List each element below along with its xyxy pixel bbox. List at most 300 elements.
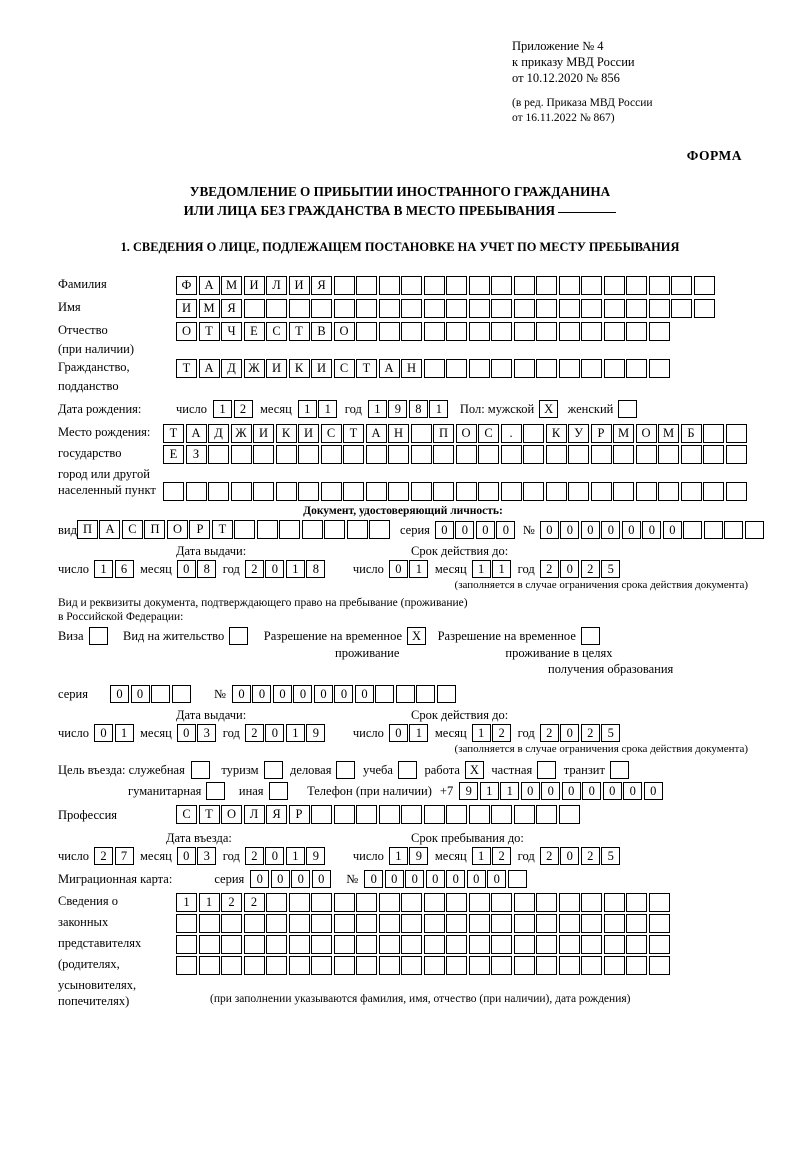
cell[interactable] xyxy=(379,956,400,975)
cell[interactable] xyxy=(704,521,723,539)
cell[interactable] xyxy=(424,914,445,933)
phone-input[interactable] xyxy=(459,782,664,800)
cell[interactable]: И xyxy=(266,359,287,378)
cell[interactable] xyxy=(356,299,377,318)
cell[interactable] xyxy=(491,359,512,378)
cell[interactable] xyxy=(581,276,602,295)
cell[interactable] xyxy=(726,424,747,443)
cell[interactable] xyxy=(626,893,647,912)
cell[interactable] xyxy=(694,299,715,318)
cell[interactable]: 5 xyxy=(601,847,620,865)
identity-doc-series-input[interactable] xyxy=(435,521,517,539)
cell[interactable]: 0 xyxy=(177,847,196,865)
cell[interactable]: О xyxy=(176,322,197,341)
cell[interactable] xyxy=(244,914,265,933)
cell[interactable] xyxy=(176,956,197,975)
cell[interactable]: 1 xyxy=(176,893,197,912)
cell[interactable] xyxy=(311,935,332,954)
cell[interactable] xyxy=(289,893,310,912)
cell[interactable]: 8 xyxy=(197,560,216,578)
cell[interactable] xyxy=(446,276,467,295)
cell[interactable]: X xyxy=(465,761,484,779)
cell[interactable]: О xyxy=(167,520,188,539)
cell[interactable] xyxy=(356,805,377,824)
cell[interactable] xyxy=(369,520,390,539)
cell[interactable] xyxy=(478,482,499,501)
cell[interactable] xyxy=(491,935,512,954)
stay-until-year-input[interactable] xyxy=(540,847,622,865)
cell[interactable]: К xyxy=(546,424,567,443)
cell[interactable]: 2 xyxy=(245,560,264,578)
cell[interactable]: 0 xyxy=(364,870,383,888)
cell[interactable] xyxy=(199,914,220,933)
cell[interactable]: Л xyxy=(244,805,265,824)
cell[interactable] xyxy=(591,482,612,501)
cell[interactable]: 0 xyxy=(232,685,251,703)
cell[interactable]: 2 xyxy=(540,724,559,742)
cell[interactable]: И xyxy=(289,276,310,295)
cell[interactable] xyxy=(469,359,490,378)
cell[interactable]: 0 xyxy=(252,685,271,703)
cell[interactable]: А xyxy=(199,359,220,378)
cell[interactable] xyxy=(446,805,467,824)
cell[interactable] xyxy=(321,482,342,501)
cell[interactable] xyxy=(613,482,634,501)
cell[interactable] xyxy=(257,520,278,539)
cell[interactable] xyxy=(568,482,589,501)
stay-issue-year-input[interactable] xyxy=(245,724,327,742)
cell[interactable] xyxy=(649,914,670,933)
cell[interactable] xyxy=(636,445,657,464)
cell[interactable]: 0 xyxy=(496,521,515,539)
birth-place-row-1[interactable] xyxy=(163,424,748,443)
cell[interactable] xyxy=(398,761,417,779)
cell[interactable] xyxy=(311,805,332,824)
cell[interactable]: М xyxy=(613,424,634,443)
cell[interactable] xyxy=(388,482,409,501)
sex-male-checkbox[interactable] xyxy=(539,400,560,418)
cell[interactable] xyxy=(536,359,557,378)
cell[interactable]: 2 xyxy=(94,847,113,865)
cell[interactable]: 1 xyxy=(199,893,220,912)
cell[interactable]: 2 xyxy=(540,560,559,578)
cell[interactable] xyxy=(396,685,415,703)
cell[interactable]: А xyxy=(99,520,120,539)
cell[interactable] xyxy=(446,322,467,341)
cell[interactable] xyxy=(559,805,580,824)
cell[interactable] xyxy=(559,914,580,933)
birth-year-input[interactable] xyxy=(368,400,450,418)
cell[interactable] xyxy=(411,482,432,501)
cell[interactable]: 2 xyxy=(221,893,242,912)
cell[interactable] xyxy=(424,805,445,824)
cell[interactable] xyxy=(604,914,625,933)
cell[interactable]: X xyxy=(539,400,558,418)
cell[interactable]: О xyxy=(221,805,242,824)
cell[interactable]: 1 xyxy=(389,847,408,865)
cell[interactable] xyxy=(176,935,197,954)
cell[interactable]: 3 xyxy=(197,724,216,742)
cell[interactable] xyxy=(231,445,252,464)
cell[interactable]: М xyxy=(658,424,679,443)
cell[interactable]: 2 xyxy=(244,893,265,912)
cell[interactable]: 0 xyxy=(540,521,559,539)
cell[interactable]: 0 xyxy=(644,782,663,800)
cell[interactable]: Я xyxy=(221,299,242,318)
cell[interactable]: 2 xyxy=(234,400,253,418)
cell[interactable] xyxy=(401,956,422,975)
cell[interactable]: О xyxy=(334,322,355,341)
identity-doc-number-input[interactable] xyxy=(540,521,766,539)
cell[interactable]: 0 xyxy=(560,847,579,865)
cell[interactable]: 0 xyxy=(389,560,408,578)
cell[interactable] xyxy=(334,299,355,318)
cell[interactable] xyxy=(379,914,400,933)
identity-validity-month-input[interactable] xyxy=(472,560,513,578)
cell[interactable] xyxy=(604,935,625,954)
cell[interactable]: 0 xyxy=(131,685,150,703)
cell[interactable] xyxy=(626,322,647,341)
cell[interactable] xyxy=(334,805,355,824)
cell[interactable] xyxy=(401,893,422,912)
cell[interactable]: 1 xyxy=(298,400,317,418)
cell[interactable] xyxy=(546,482,567,501)
cell[interactable]: Т xyxy=(163,424,184,443)
cell[interactable] xyxy=(491,893,512,912)
cell[interactable] xyxy=(208,482,229,501)
cell[interactable] xyxy=(379,276,400,295)
legal-rep-row-4[interactable] xyxy=(176,956,671,975)
cell[interactable] xyxy=(289,299,310,318)
cell[interactable] xyxy=(604,956,625,975)
cell[interactable] xyxy=(649,299,670,318)
cell[interactable] xyxy=(649,956,670,975)
cell[interactable]: Л xyxy=(266,276,287,295)
cell[interactable] xyxy=(703,445,724,464)
cell[interactable]: И xyxy=(298,424,319,443)
cell[interactable]: 0 xyxy=(622,521,641,539)
cell[interactable] xyxy=(343,482,364,501)
cell[interactable]: 0 xyxy=(663,521,682,539)
cell[interactable] xyxy=(311,893,332,912)
cell[interactable]: 0 xyxy=(541,782,560,800)
cell[interactable] xyxy=(356,914,377,933)
cell[interactable]: Е xyxy=(244,322,265,341)
entry-day-input[interactable] xyxy=(94,847,135,865)
legal-rep-row-3[interactable] xyxy=(176,935,671,954)
cell[interactable] xyxy=(581,299,602,318)
cell[interactable] xyxy=(356,935,377,954)
birth-place-row-3[interactable] xyxy=(163,482,748,501)
cell[interactable] xyxy=(491,299,512,318)
purpose-other-checkbox[interactable] xyxy=(269,782,290,800)
cell[interactable] xyxy=(411,424,432,443)
cell[interactable] xyxy=(536,956,557,975)
cell[interactable] xyxy=(491,956,512,975)
cell[interactable] xyxy=(356,276,377,295)
cell[interactable] xyxy=(636,482,657,501)
cell[interactable] xyxy=(514,893,535,912)
cell[interactable] xyxy=(356,893,377,912)
cell[interactable] xyxy=(559,299,580,318)
cell[interactable] xyxy=(581,956,602,975)
cell[interactable] xyxy=(298,482,319,501)
cell[interactable] xyxy=(501,482,522,501)
profession-input[interactable] xyxy=(176,805,581,824)
cell[interactable]: С xyxy=(321,424,342,443)
cell[interactable] xyxy=(658,482,679,501)
cell[interactable] xyxy=(581,359,602,378)
identity-issue-day-input[interactable] xyxy=(94,560,135,578)
cell[interactable] xyxy=(437,685,456,703)
cell[interactable]: 0 xyxy=(265,560,284,578)
cell[interactable]: И xyxy=(311,359,332,378)
cell[interactable]: О xyxy=(636,424,657,443)
cell[interactable] xyxy=(546,445,567,464)
patronymic-input[interactable] xyxy=(176,322,671,341)
legal-rep-row-2[interactable] xyxy=(176,914,671,933)
cell[interactable]: X xyxy=(407,627,426,645)
cell[interactable] xyxy=(446,359,467,378)
identity-validity-year-input[interactable] xyxy=(540,560,622,578)
cell[interactable] xyxy=(456,482,477,501)
cell[interactable] xyxy=(379,805,400,824)
cell[interactable] xyxy=(379,299,400,318)
entry-month-input[interactable] xyxy=(177,847,218,865)
cell[interactable]: 1 xyxy=(500,782,519,800)
cell[interactable] xyxy=(269,782,288,800)
cell[interactable] xyxy=(424,956,445,975)
cell[interactable]: Т xyxy=(199,805,220,824)
cell[interactable]: С xyxy=(266,322,287,341)
cell[interactable] xyxy=(298,445,319,464)
cell[interactable]: 0 xyxy=(334,685,353,703)
cell[interactable] xyxy=(604,299,625,318)
cell[interactable] xyxy=(536,935,557,954)
cell[interactable]: Е xyxy=(163,445,184,464)
cell[interactable]: 1 xyxy=(115,724,134,742)
cell[interactable] xyxy=(424,299,445,318)
cell[interactable] xyxy=(514,935,535,954)
cell[interactable]: 0 xyxy=(455,521,474,539)
cell[interactable]: 0 xyxy=(560,521,579,539)
cell[interactable] xyxy=(683,521,702,539)
cell[interactable]: 9 xyxy=(306,847,325,865)
cell[interactable] xyxy=(336,761,355,779)
cell[interactable]: А xyxy=(199,276,220,295)
cell[interactable] xyxy=(231,482,252,501)
cell[interactable]: 2 xyxy=(245,847,264,865)
cell[interactable] xyxy=(613,445,634,464)
cell[interactable] xyxy=(221,914,242,933)
cell[interactable] xyxy=(514,299,535,318)
cell[interactable] xyxy=(446,299,467,318)
cell[interactable]: 1 xyxy=(429,400,448,418)
cell[interactable]: 0 xyxy=(265,847,284,865)
cell[interactable] xyxy=(221,956,242,975)
cell[interactable]: 0 xyxy=(476,521,495,539)
cell[interactable]: 0 xyxy=(560,724,579,742)
cell[interactable] xyxy=(411,445,432,464)
cell[interactable]: 2 xyxy=(245,724,264,742)
cell[interactable] xyxy=(334,276,355,295)
cell[interactable]: 1 xyxy=(94,560,113,578)
identity-validity-day-input[interactable] xyxy=(389,560,430,578)
identity-doc-type-input[interactable] xyxy=(77,520,392,539)
cell[interactable] xyxy=(151,685,170,703)
cell[interactable] xyxy=(604,276,625,295)
purpose-study-checkbox[interactable] xyxy=(398,761,419,779)
stay-issue-day-input[interactable] xyxy=(94,724,135,742)
cell[interactable] xyxy=(724,521,743,539)
cell[interactable]: 0 xyxy=(265,724,284,742)
cell[interactable]: 2 xyxy=(540,847,559,865)
cell[interactable] xyxy=(208,445,229,464)
cell[interactable]: 1 xyxy=(286,847,305,865)
cell[interactable] xyxy=(433,482,454,501)
cell[interactable] xyxy=(491,805,512,824)
stay-issue-month-input[interactable] xyxy=(177,724,218,742)
cell[interactable]: М xyxy=(199,299,220,318)
cell[interactable] xyxy=(745,521,764,539)
cell[interactable]: С xyxy=(176,805,197,824)
cell[interactable] xyxy=(536,276,557,295)
cell[interactable] xyxy=(559,322,580,341)
cell[interactable]: 0 xyxy=(355,685,374,703)
cell[interactable] xyxy=(176,914,197,933)
cell[interactable] xyxy=(514,956,535,975)
surname-input[interactable] xyxy=(176,276,716,295)
cell[interactable] xyxy=(649,893,670,912)
cell[interactable]: 0 xyxy=(177,724,196,742)
cell[interactable]: С xyxy=(122,520,143,539)
cell[interactable] xyxy=(536,914,557,933)
stay-validity-year-input[interactable] xyxy=(540,724,622,742)
cell[interactable]: 6 xyxy=(115,560,134,578)
cell[interactable]: 0 xyxy=(389,724,408,742)
cell[interactable]: А xyxy=(186,424,207,443)
cell[interactable]: 1 xyxy=(480,782,499,800)
cell[interactable] xyxy=(424,935,445,954)
cell[interactable] xyxy=(514,359,535,378)
cell[interactable]: 1 xyxy=(472,847,491,865)
cell[interactable]: О xyxy=(456,424,477,443)
cell[interactable] xyxy=(581,627,600,645)
cell[interactable]: 0 xyxy=(562,782,581,800)
cell[interactable] xyxy=(347,520,368,539)
cell[interactable] xyxy=(626,956,647,975)
stay-until-day-input[interactable] xyxy=(389,847,430,865)
cell[interactable] xyxy=(523,482,544,501)
cell[interactable] xyxy=(89,627,108,645)
cell[interactable] xyxy=(469,322,490,341)
stay-validity-month-input[interactable] xyxy=(472,724,513,742)
cell[interactable]: 2 xyxy=(581,560,600,578)
cell[interactable]: 1 xyxy=(368,400,387,418)
cell[interactable]: 1 xyxy=(318,400,337,418)
cell[interactable]: Т xyxy=(343,424,364,443)
cell[interactable] xyxy=(559,359,580,378)
name-input[interactable] xyxy=(176,299,716,318)
cell[interactable] xyxy=(491,322,512,341)
cell[interactable] xyxy=(559,956,580,975)
cell[interactable] xyxy=(401,299,422,318)
cell[interactable]: 1 xyxy=(409,560,428,578)
cell[interactable] xyxy=(703,424,724,443)
cell[interactable] xyxy=(469,299,490,318)
cell[interactable]: 1 xyxy=(213,400,232,418)
cell[interactable] xyxy=(610,761,629,779)
cell[interactable]: 0 xyxy=(467,870,486,888)
cell[interactable] xyxy=(537,761,556,779)
cell[interactable]: 0 xyxy=(581,521,600,539)
cell[interactable] xyxy=(604,893,625,912)
purpose-tourism-checkbox[interactable] xyxy=(264,761,285,779)
migration-card-number-input[interactable] xyxy=(364,870,528,888)
cell[interactable] xyxy=(671,299,692,318)
cell[interactable] xyxy=(469,276,490,295)
cell[interactable] xyxy=(424,322,445,341)
cell[interactable] xyxy=(289,956,310,975)
cell[interactable]: М xyxy=(221,276,242,295)
cell[interactable]: А xyxy=(366,424,387,443)
cell[interactable] xyxy=(334,956,355,975)
cell[interactable]: И xyxy=(253,424,274,443)
cell[interactable] xyxy=(649,276,670,295)
cell[interactable]: З xyxy=(186,445,207,464)
cell[interactable] xyxy=(379,935,400,954)
cell[interactable] xyxy=(658,445,679,464)
cell[interactable]: Т xyxy=(212,520,233,539)
cell[interactable]: С xyxy=(478,424,499,443)
cell[interactable] xyxy=(469,956,490,975)
stay-doc-number-input[interactable] xyxy=(232,685,458,703)
cell[interactable] xyxy=(508,870,527,888)
cell[interactable]: 1 xyxy=(492,560,511,578)
cell[interactable] xyxy=(559,893,580,912)
cell[interactable]: 0 xyxy=(426,870,445,888)
cell[interactable]: П xyxy=(77,520,98,539)
cell[interactable] xyxy=(726,482,747,501)
cell[interactable] xyxy=(626,914,647,933)
cell[interactable] xyxy=(334,914,355,933)
cell[interactable]: Ж xyxy=(244,359,265,378)
cell[interactable]: Я xyxy=(311,276,332,295)
cell[interactable] xyxy=(388,445,409,464)
cell[interactable] xyxy=(311,956,332,975)
cell[interactable] xyxy=(379,893,400,912)
cell[interactable] xyxy=(401,805,422,824)
stay-doc-series-input[interactable] xyxy=(110,685,192,703)
cell[interactable]: Н xyxy=(388,424,409,443)
cell[interactable] xyxy=(626,359,647,378)
cell[interactable] xyxy=(469,935,490,954)
cell[interactable] xyxy=(433,445,454,464)
cell[interactable]: 0 xyxy=(623,782,642,800)
cell[interactable] xyxy=(446,893,467,912)
cell[interactable]: 0 xyxy=(642,521,661,539)
cell[interactable] xyxy=(276,445,297,464)
cell[interactable] xyxy=(311,914,332,933)
cell[interactable] xyxy=(244,956,265,975)
cell[interactable]: 1 xyxy=(409,724,428,742)
cell[interactable] xyxy=(266,935,287,954)
cell[interactable]: К xyxy=(276,424,297,443)
cell[interactable] xyxy=(424,276,445,295)
cell[interactable] xyxy=(276,482,297,501)
purpose-service-checkbox[interactable] xyxy=(191,761,212,779)
edu-residence-checkbox[interactable] xyxy=(581,627,602,645)
